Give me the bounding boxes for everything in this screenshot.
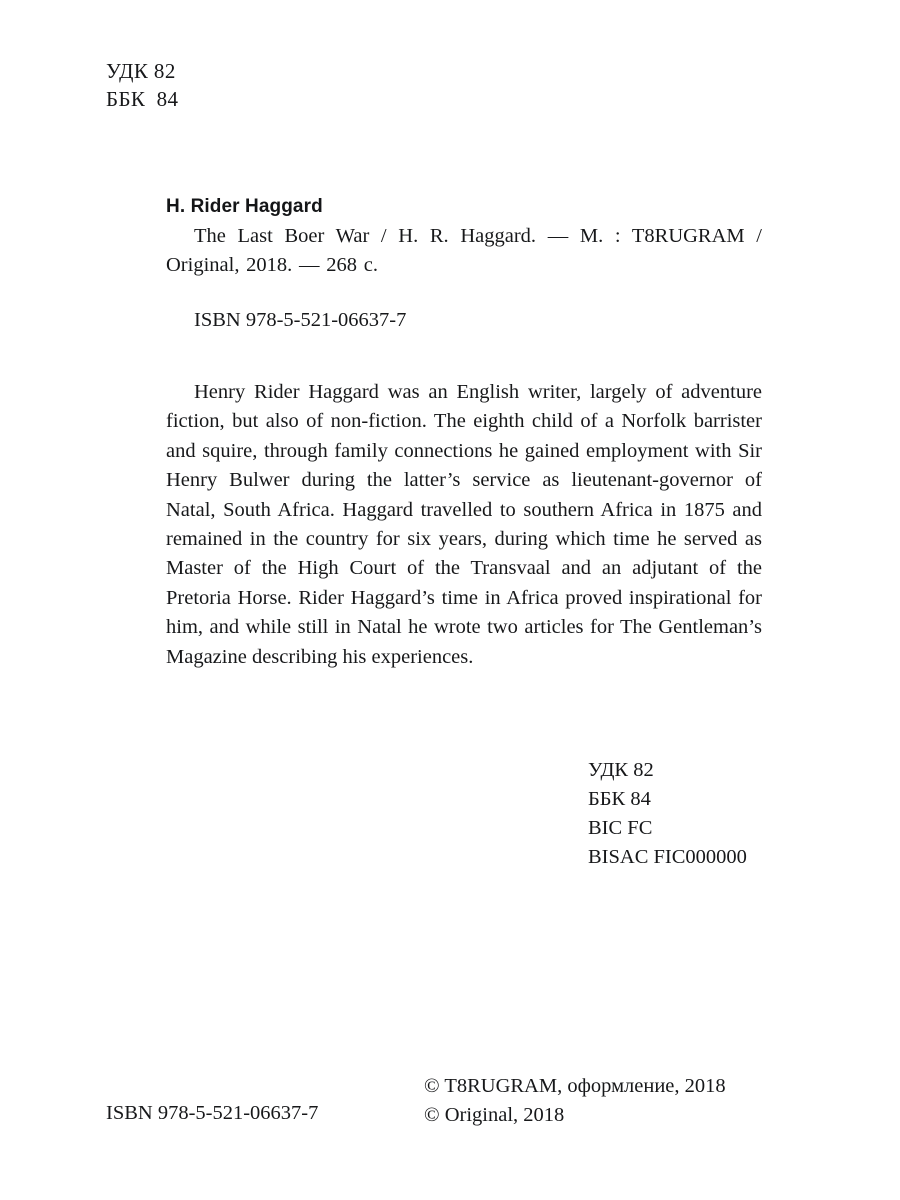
- udk-code-bottom: УДК 82: [588, 759, 654, 781]
- bic-code: BIC FC: [588, 817, 653, 840]
- udk-code-top: УДК 82: [106, 59, 176, 83]
- bbk-code-top: ББК 84: [106, 86, 179, 111]
- copyright-block: [424, 1072, 726, 1130]
- bibliographic-block: [166, 196, 762, 335]
- isbn-main: ISBN 978-5-521-06637-7: [194, 309, 407, 332]
- author-name: H. Rider Haggard: [166, 196, 323, 217]
- bottom-classification-codes: [588, 756, 747, 872]
- top-classification-codes: [106, 58, 178, 114]
- bisac-code: BISAC FIC000000: [588, 846, 747, 869]
- annotation-paragraph: Henry Rider Haggard was an English writer, largely of adventure fiction, but also of non-fiction. The eighth child of a Norfolk barrister and squire, through family connections he gained employment with Sir Henry Bulwer during the latter’s service as lieutenant-governor of Natal, South Africa. Haggard travelled to southern Africa in 1875 and remained in the country for six years, during which time he served as Master of the High Court of the Transvaal and an adjutant of the Pretoria Horse. Rider Haggard’s time in Africa proved inspirational for him, and while still in Natal he wrote two articles for The Gentleman’s Magazine describing his experiences.: [166, 381, 762, 668]
- copyright-publisher: © T8RUGRAM, оформление, 2018: [424, 1075, 726, 1097]
- copyright-original: © Original, 2018: [424, 1104, 565, 1127]
- bbk-code-bottom: ББК 84: [588, 788, 651, 811]
- isbn-footer: ISBN 978-5-521-06637-7: [106, 1102, 319, 1124]
- bibliographic-description: The Last Boer War / H. R. Haggard. — M. : T8RUGRAM / Original, 2018. — 268 c.: [166, 225, 762, 277]
